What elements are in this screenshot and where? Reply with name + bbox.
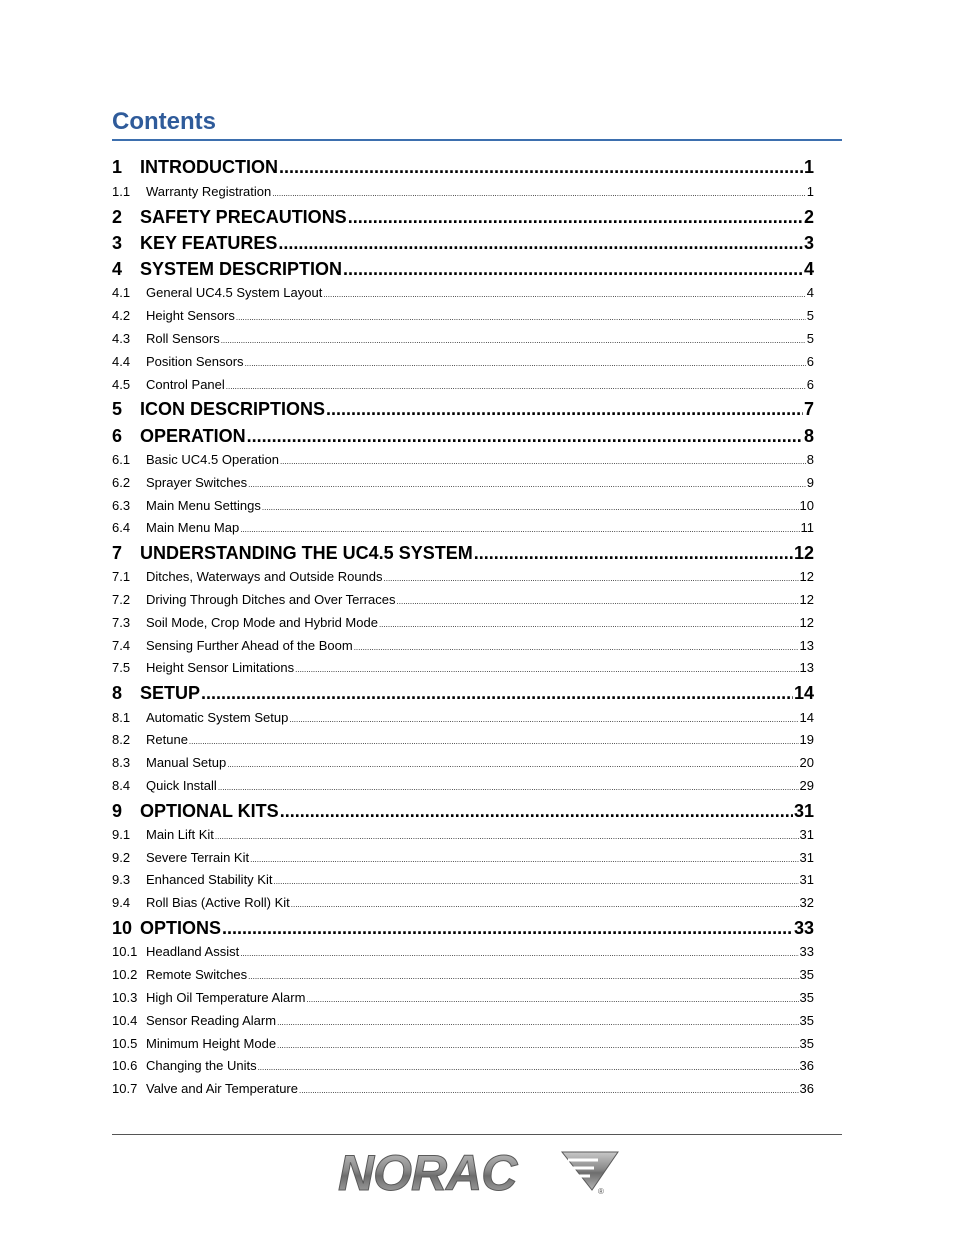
entry-page-number: 35 [799, 1013, 814, 1028]
norac-logo [336, 1146, 620, 1198]
entry-title: Height Sensor Limitations [146, 660, 295, 675]
dot-leader [248, 967, 798, 982]
entry-number: 9.1 [112, 827, 131, 842]
dot-leader [272, 184, 806, 199]
entry-number: 8.4 [112, 778, 131, 793]
entry-page-number: 20 [799, 755, 814, 770]
entry-page-number: 32 [799, 895, 814, 910]
dot-leader [397, 592, 799, 607]
entry-title: Headland Assist [146, 944, 240, 959]
entry-page-number: 35 [799, 967, 814, 982]
entry-number: 5 [112, 399, 123, 419]
toc-section-entry[interactable] [112, 918, 814, 939]
dot-leader [280, 452, 806, 467]
toc-subsection-entry[interactable] [112, 569, 814, 584]
entry-number: 10.5 [112, 1036, 138, 1051]
entry-page-number: 14 [793, 683, 814, 703]
dot-leader [277, 1013, 798, 1028]
dot-leader [218, 778, 799, 793]
toc-subsection-entry[interactable] [112, 1058, 814, 1073]
toc-subsection-entry[interactable] [112, 475, 814, 490]
toc-section-entry[interactable] [112, 259, 814, 280]
entry-page-number: 33 [799, 944, 814, 959]
entry-page-number: 13 [799, 660, 814, 675]
entry-page-number: 1 [806, 184, 814, 199]
dot-leader [262, 498, 799, 513]
entry-title: High Oil Temperature Alarm [146, 990, 306, 1005]
entry-number: 1.1 [112, 184, 131, 199]
entry-number: 4.4 [112, 354, 131, 369]
entry-title: Driving Through Ditches and Over Terraces [146, 592, 396, 607]
entry-title: SAFETY PRECAUTIONS [140, 207, 347, 227]
entry-title: Main Menu Map [146, 520, 240, 535]
dot-leader [278, 233, 803, 254]
toc-subsection-entry[interactable] [112, 285, 814, 300]
entry-page-number: 8 [806, 452, 814, 467]
entry-page-number: 10 [799, 498, 814, 513]
entry-page-number: 31 [799, 827, 814, 842]
entry-page-number: 11 [800, 520, 814, 535]
entry-number: 9 [112, 801, 123, 821]
dot-leader [258, 1058, 799, 1073]
entry-title: Roll Sensors [146, 331, 220, 346]
entry-page-number: 5 [806, 308, 814, 323]
entry-number: 8.2 [112, 732, 131, 747]
entry-number: 1 [112, 157, 123, 177]
toc-subsection-entry[interactable] [112, 660, 814, 675]
dot-leader [348, 207, 803, 228]
dot-leader [221, 331, 806, 346]
toc-subsection-entry[interactable] [112, 1081, 814, 1096]
entry-page-number: 6 [806, 354, 814, 369]
entry-title: Sensor Reading Alarm [146, 1013, 277, 1028]
entry-number: 2 [112, 207, 123, 227]
entry-title: Roll Bias (Active Roll) Kit [146, 895, 290, 910]
entry-title: Enhanced Stability Kit [146, 872, 273, 887]
dot-leader [379, 615, 799, 630]
toc-subsection-entry[interactable] [112, 850, 814, 865]
toc-subsection-entry[interactable] [112, 638, 814, 653]
dot-leader [248, 475, 806, 490]
dot-leader [280, 801, 793, 822]
toc-subsection-entry[interactable] [112, 1036, 814, 1051]
entry-page-number: 9 [806, 475, 814, 490]
entry-number: 10.3 [112, 990, 138, 1005]
dot-leader [273, 872, 798, 887]
dot-leader [201, 683, 793, 704]
entry-title: Basic UC4.5 Operation [146, 452, 279, 467]
entry-title: Sprayer Switches [146, 475, 248, 490]
entry-number: 6.2 [112, 475, 131, 490]
entry-page-number: 7 [803, 399, 814, 419]
entry-title: General UC4.5 System Layout [146, 285, 323, 300]
toc-section-entry[interactable] [112, 683, 814, 704]
entry-title: Severe Terrain Kit [146, 850, 250, 865]
toc-subsection-entry[interactable] [112, 308, 814, 323]
entry-title: ICON DESCRIPTIONS [140, 399, 326, 419]
entry-number: 7.5 [112, 660, 131, 675]
entry-number: 7 [112, 543, 123, 563]
entry-title: Changing the Units [146, 1058, 257, 1073]
dot-leader [299, 1081, 799, 1096]
dot-leader [354, 638, 799, 653]
dot-leader [240, 944, 798, 959]
entry-page-number: 31 [799, 872, 814, 887]
entry-title: Position Sensors [146, 354, 244, 369]
heading-divider [112, 139, 842, 141]
dot-leader [236, 308, 806, 323]
entry-number: 9.4 [112, 895, 131, 910]
entry-title: Minimum Height Mode [146, 1036, 277, 1051]
entry-number: 4.2 [112, 308, 131, 323]
toc-subsection-entry[interactable] [112, 872, 814, 887]
entry-page-number: 31 [799, 850, 814, 865]
entry-number: 10.7 [112, 1081, 138, 1096]
entry-page-number: 35 [799, 1036, 814, 1051]
toc-subsection-entry[interactable] [112, 778, 814, 793]
toc-subsection-entry[interactable] [112, 452, 814, 467]
contents-heading: Contents [112, 108, 216, 135]
entry-title: Automatic System Setup [146, 710, 289, 725]
dot-leader [306, 990, 798, 1005]
entry-number: 10.1 [112, 944, 138, 959]
toc-section-entry[interactable] [112, 543, 814, 564]
entry-page-number: 8 [803, 426, 814, 446]
dot-leader [279, 157, 803, 178]
toc-section-entry[interactable] [112, 157, 814, 178]
dot-leader [323, 285, 805, 300]
dot-leader [291, 895, 799, 910]
toc-subsection-entry[interactable] [112, 377, 814, 392]
entry-number: 9.3 [112, 872, 131, 887]
toc-subsection-entry[interactable] [112, 498, 814, 513]
toc-subsection-entry[interactable] [112, 944, 814, 959]
entry-page-number: 14 [799, 710, 814, 725]
toc-section-entry[interactable] [112, 399, 814, 420]
dot-leader [227, 755, 798, 770]
registered-mark: ® [598, 1187, 604, 1196]
entry-page-number: 2 [803, 207, 814, 227]
entry-page-number: 36 [799, 1058, 814, 1073]
entry-number: 4 [112, 259, 123, 279]
entry-page-number: 12 [799, 569, 814, 584]
entry-page-number: 36 [799, 1081, 814, 1096]
entry-page-number: 5 [806, 331, 814, 346]
toc-section-entry[interactable] [112, 233, 814, 254]
entry-number: 7.4 [112, 638, 131, 653]
dot-leader [226, 377, 806, 392]
dot-leader [215, 827, 799, 842]
entry-number: 10 [112, 918, 133, 938]
toc-subsection-entry[interactable] [112, 967, 814, 982]
entry-title: SYSTEM DESCRIPTION [140, 259, 343, 279]
dot-leader [247, 426, 803, 447]
entry-title: KEY FEATURES [140, 233, 278, 253]
entry-title: Soil Mode, Crop Mode and Hybrid Mode [146, 615, 378, 630]
dot-leader [343, 259, 803, 280]
entry-page-number: 6 [806, 377, 814, 392]
entry-number: 10.4 [112, 1013, 138, 1028]
entry-number: 8.3 [112, 755, 131, 770]
toc-subsection-entry[interactable] [112, 732, 814, 747]
entry-number: 10.2 [112, 967, 138, 982]
toc-subsection-entry[interactable] [112, 331, 814, 346]
toc-section-entry[interactable] [112, 426, 814, 447]
entry-page-number: 12 [799, 615, 814, 630]
entry-number: 7.1 [112, 569, 131, 584]
entry-title: Warranty Registration [146, 184, 272, 199]
entry-number: 6.4 [112, 520, 131, 535]
toc-section-entry[interactable] [112, 801, 814, 822]
entry-page-number: 12 [799, 592, 814, 607]
toc-subsection-entry[interactable] [112, 895, 814, 910]
entry-page-number: 31 [793, 801, 814, 821]
dot-leader [295, 660, 798, 675]
logo-wordmark: NORAC [338, 1146, 517, 1198]
entry-page-number: 29 [799, 778, 814, 793]
entry-number: 4.3 [112, 331, 131, 346]
entry-number: 7.3 [112, 615, 131, 630]
toc-subsection-entry[interactable] [112, 755, 814, 770]
entry-title: Main Menu Settings [146, 498, 261, 513]
entry-number: 6.1 [112, 452, 131, 467]
toc-subsection-entry[interactable] [112, 184, 814, 199]
dot-leader [222, 918, 793, 939]
entry-number: 6 [112, 426, 123, 446]
entry-title: Sensing Further Ahead of the Boom [146, 638, 353, 653]
entry-number: 8.1 [112, 710, 131, 725]
entry-title: OPTIONS [140, 918, 222, 938]
toc-subsection-entry[interactable] [112, 1013, 814, 1028]
entry-page-number: 12 [793, 543, 814, 563]
entry-title: SETUP [140, 683, 201, 703]
toc-subsection-entry[interactable] [112, 520, 814, 535]
entry-number: 8 [112, 683, 123, 703]
entry-title: UNDERSTANDING THE UC4.5 SYSTEM [140, 543, 473, 563]
entry-page-number: 33 [793, 918, 814, 938]
entry-number: 3 [112, 233, 123, 253]
dot-leader [474, 543, 793, 564]
entry-number: 10.6 [112, 1058, 138, 1073]
toc-subsection-entry[interactable] [112, 615, 814, 630]
entry-page-number: 13 [799, 638, 814, 653]
toc-subsection-entry[interactable] [112, 827, 814, 842]
entry-page-number: 35 [799, 990, 814, 1005]
dot-leader [289, 710, 798, 725]
entry-title: Ditches, Waterways and Outside Rounds [146, 569, 383, 584]
entry-title: OPERATION [140, 426, 246, 446]
entry-title: Control Panel [146, 377, 225, 392]
entry-title: OPTIONAL KITS [140, 801, 279, 821]
toc-subsection-entry[interactable] [112, 592, 814, 607]
footer-divider [112, 1134, 842, 1135]
entry-title: Valve and Air Temperature [146, 1081, 298, 1096]
dot-leader [384, 569, 799, 584]
entry-page-number: 4 [803, 259, 814, 279]
entry-title: Remote Switches [146, 967, 248, 982]
entry-page-number: 4 [806, 285, 814, 300]
dot-leader [250, 850, 798, 865]
entry-number: 9.2 [112, 850, 131, 865]
entry-number: 4.5 [112, 377, 131, 392]
entry-page-number: 3 [803, 233, 814, 253]
entry-number: 7.2 [112, 592, 131, 607]
dot-leader [245, 354, 806, 369]
toc-subsection-entry[interactable] [112, 354, 814, 369]
toc-section-entry[interactable] [112, 207, 814, 228]
entry-page-number: 19 [799, 732, 814, 747]
entry-title: Retune [146, 732, 188, 747]
dot-leader [240, 520, 799, 535]
entry-page-number: 1 [803, 157, 814, 177]
entry-title: INTRODUCTION [140, 157, 278, 177]
entry-title: Height Sensors [146, 308, 235, 323]
entry-number: 4.1 [112, 285, 131, 300]
dot-leader [326, 399, 803, 420]
entry-number: 6.3 [112, 498, 131, 513]
entry-title: Manual Setup [146, 755, 227, 770]
toc-subsection-entry[interactable] [112, 990, 814, 1005]
entry-title: Quick Install [146, 778, 217, 793]
entry-title: Main Lift Kit [146, 827, 214, 842]
dot-leader [277, 1036, 798, 1051]
toc-subsection-entry[interactable] [112, 710, 814, 725]
logo-emblem-icon [562, 1152, 618, 1190]
dot-leader [189, 732, 799, 747]
